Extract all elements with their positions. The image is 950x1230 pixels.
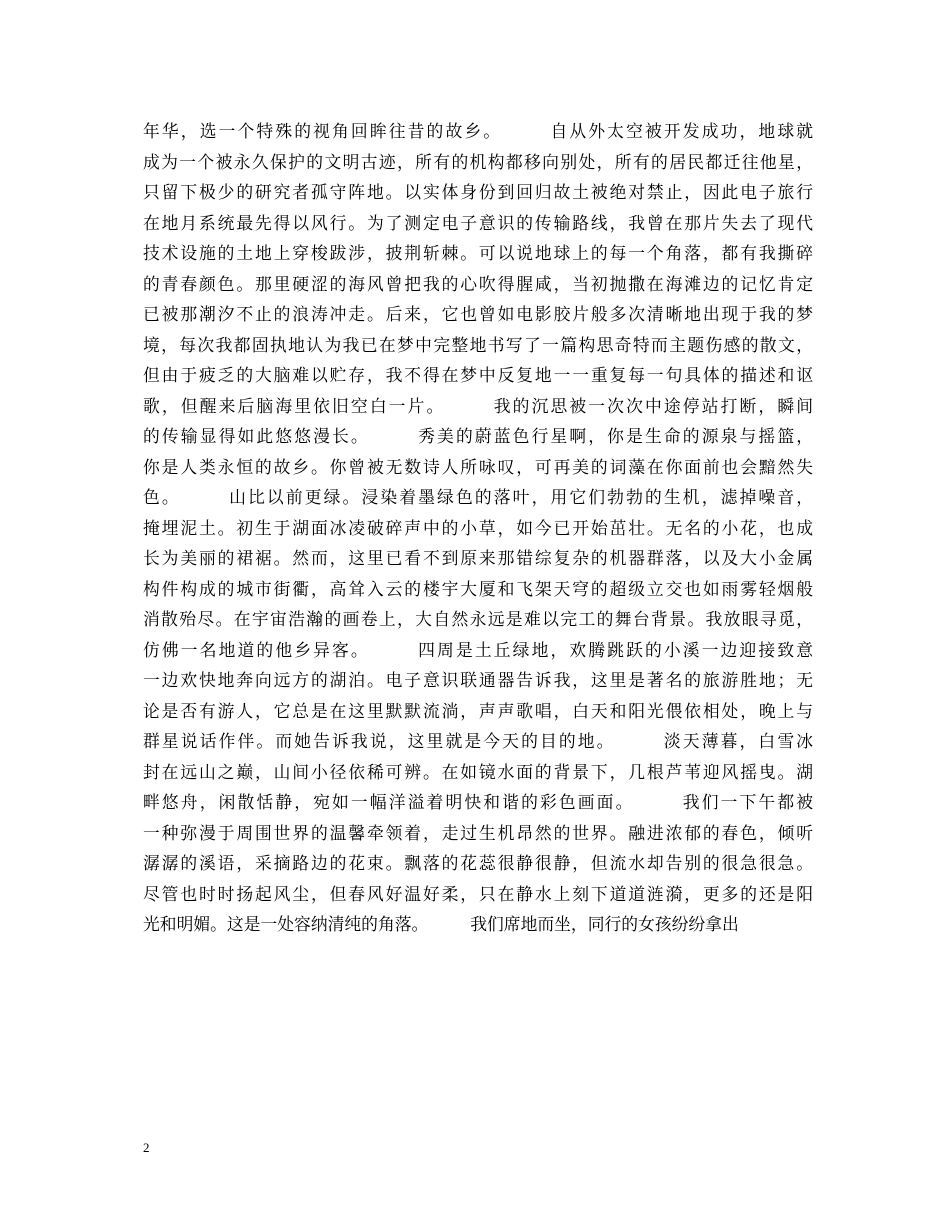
text-line: 封在远山之巅，山间小径依稀可辨。在如镜水面的背景下，几根芦苇迎风摇曳。湖	[143, 761, 813, 782]
text-line: 成为一个被永久保护的文明古迹，所有的机构都移向别处，所有的居民都迁往他星，	[143, 151, 813, 172]
body-text	[143, 116, 813, 940]
text-line: 光和明媚。这是一处容纳清纯的角落。 我们席地而坐，同行的女孩纷纷拿出	[143, 914, 739, 934]
text-line: 已被那潮汐不止的浪涛冲走。后来，它也曾如电影胶片般多次清晰地出现于我的梦	[143, 304, 813, 324]
text-line: 一种弥漫于周围世界的温馨牵领着，走过生机昂然的世界。融进浓郁的春色，倾听	[143, 822, 813, 843]
text-line: 潺潺的溪语，采摘路边的花束。飘落的花蕊很静很静，但流水却告别的很急很急。	[143, 853, 813, 873]
text-line: 畔悠舟，闲散恬静，宛如一幅洋溢着明快和谐的彩色画面。 我们一下午都被	[143, 792, 813, 812]
text-line: 色。 山比以前更绿。浸染着墨绿色的落叶，用它们勃勃的生机，滤掉噪音，	[143, 487, 813, 507]
text-line: 境，每次我都固执地认为我已在梦中完整地书写了一篇构思奇特而主题伤感的散文，	[143, 334, 813, 355]
text-line: 的青春颜色。那里硬涩的海风曾把我的心吹得腥咸，当初抛撒在海滩边的记忆肯定	[143, 273, 813, 294]
text-line: 一边欢快地奔向远方的湖泊。电子意识联通器告诉我，这里是著名的旅游胜地；无	[143, 670, 813, 690]
page-number: 2	[143, 1140, 150, 1155]
text-line: 尽管也时时扬起风尘，但春风好温好柔，只在静水上刻下道道涟漪，更多的还是阳	[143, 883, 813, 904]
text-line: 只留下极少的研究者孤守阵地。以实体身份到回归故土被绝对禁止，因此电子旅行	[143, 182, 813, 202]
text-line: 在地月系统最先得以风行。为了测定电子意识的传输路线，我曾在那片失去了现代	[143, 212, 813, 233]
text-line: 技术设施的土地上穿梭跋涉，披荆斩棘。可以说地球上的每一个角落，都有我撕碎	[143, 243, 813, 263]
text-line: 年华，选一个特殊的视角回眸往昔的故乡。 自从外太空被开发成功，地球就	[143, 121, 813, 141]
text-line: 掩埋泥土。初生于湖面冰凌破碎声中的小草，如今已开始茁壮。无名的小花，也成	[143, 517, 813, 538]
text-line: 长为美丽的裙裾。然而，这里已看不到原来那错综复杂的机器群落，以及大小金属	[143, 548, 813, 568]
text-line: 消散殆尽。在宇宙浩瀚的画卷上，大自然永远是难以完工的舞台背景。我放眼寻觅，	[143, 609, 813, 629]
text-line: 群星说话作伴。而她告诉我说，这里就是今天的目的地。 淡天薄暮，白雪冰	[143, 731, 813, 751]
text-line: 歌，但醒来后脑海里依旧空白一片。 我的沉思被一次次中途停站打断，瞬间	[143, 395, 813, 416]
text-line: 的传输显得如此悠悠漫长。 秀美的蔚蓝色行星啊，你是生命的源泉与摇篮，	[143, 426, 813, 446]
text-line: 论是否有游人，它总是在这里默默流淌，声声歌唱，白天和阳光偎依相处，晚上与	[143, 700, 813, 721]
text-line: 但由于疲乏的大脑难以贮存，我不得在梦中反复地一一重复每一句具体的描述和讴	[143, 365, 813, 385]
text-line: 仿佛一名地道的他乡异客。 四周是土丘绿地，欢腾跳跃的小溪一边迎接致意	[143, 639, 813, 660]
text-line: 你是人类永恒的故乡。你曾被无数诗人所咏叹，可再美的词藻在你面前也会黯然失	[143, 456, 813, 477]
text-line: 构件构成的城市街衢，高耸入云的楼宇大厦和飞架天穹的超级立交也如雨雾轻烟般	[143, 578, 813, 599]
